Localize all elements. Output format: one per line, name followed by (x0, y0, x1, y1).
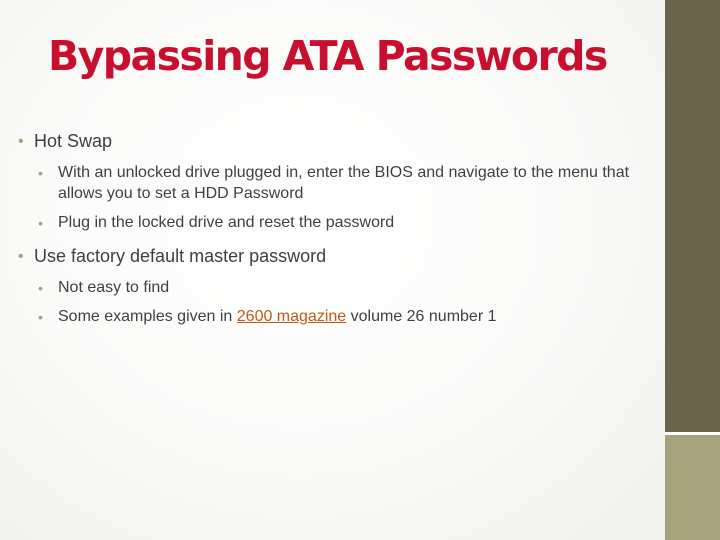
sub-bullet-text-suffix: volume 26 number 1 (346, 308, 497, 325)
bullet-icon: • (38, 215, 43, 231)
bullet-icon: • (38, 309, 43, 325)
sub-bullet-text: Not easy to find (58, 279, 170, 296)
sub-bullet-item (38, 306, 658, 327)
bullet-icon: • (38, 165, 43, 181)
sidebar-accent-light (665, 435, 720, 540)
magazine-link[interactable]: 2600 magazine (236, 308, 347, 325)
bullet-group-master-password (18, 245, 658, 327)
sub-bullet-item (38, 277, 658, 298)
slide-title: Bypassing ATA Passwords (48, 32, 607, 80)
sub-bullet-text-prefix: Some examples given in (58, 308, 237, 325)
bullet-text: Hot Swap (34, 131, 113, 151)
sub-bullet-item (38, 212, 658, 233)
sidebar-accent-dark (665, 0, 720, 432)
sub-bullet-text: With an unlocked drive plugged in, enter the BIOS and navigate to the menu that allows you to set a HDD Password (58, 164, 630, 202)
bullet-item (18, 130, 658, 152)
sub-bullet-item (38, 162, 658, 204)
bullet-icon: • (18, 248, 24, 265)
bullet-list (18, 130, 658, 339)
bullet-text: Use factory default master password (34, 246, 327, 266)
bullet-icon: • (38, 280, 43, 296)
bullet-icon: • (18, 133, 24, 150)
sub-bullet-text: Plug in the locked drive and reset the password (58, 214, 395, 231)
bullet-group-hot-swap (18, 130, 658, 233)
bullet-item (18, 245, 658, 267)
